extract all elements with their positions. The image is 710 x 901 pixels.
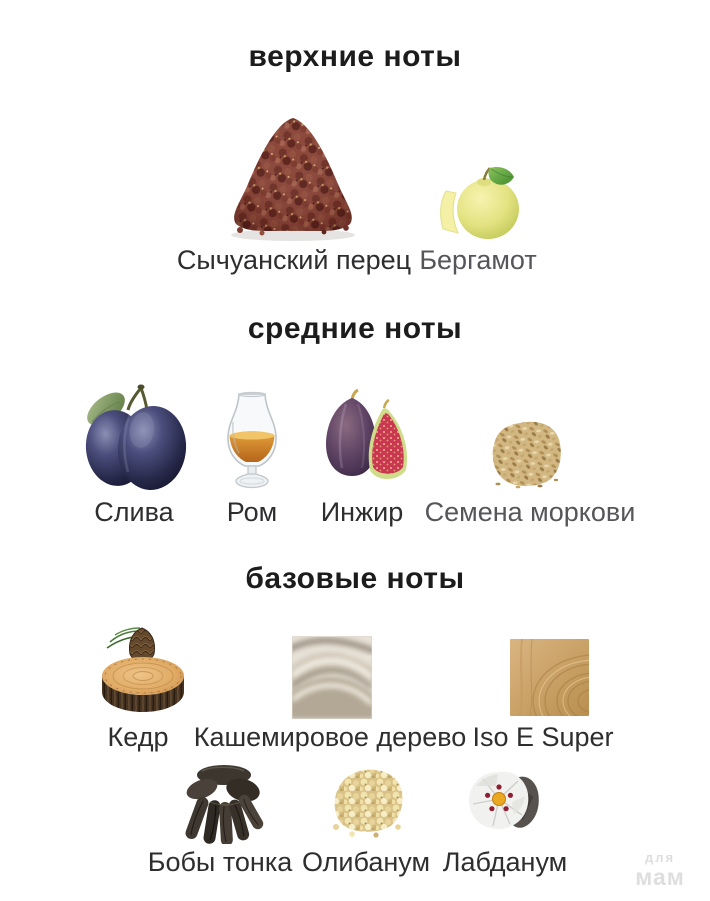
- cedar-photo: [96, 620, 191, 717]
- tonka-beans-photo: [180, 762, 266, 844]
- label-olibanum: Олибанум: [301, 847, 431, 877]
- section-title-middle-notes: средние ноты: [247, 312, 463, 345]
- rum-glass-photo: [222, 390, 284, 495]
- label-sichuan-pepper: Сычуанский перец: [176, 245, 412, 275]
- bergamot-photo: [436, 165, 524, 240]
- olibanum-photo: [328, 765, 407, 839]
- iso-e-super-photo: [510, 639, 589, 716]
- label-rum: Ром: [226, 497, 278, 527]
- label-carrot-seeds: Семена моркови: [424, 497, 636, 527]
- plum-photo: [78, 380, 193, 492]
- section-title-top-notes: верхние ноты: [248, 40, 462, 73]
- label-cedar: Кедр: [107, 722, 169, 752]
- watermark-line2: мам: [635, 864, 685, 890]
- carrot-seeds-photo: [488, 418, 564, 490]
- label-iso-e-super: Iso E Super: [472, 722, 614, 752]
- sichuan-pepper-photo: [220, 112, 366, 244]
- label-cashmere-wood: Кашемировое дерево: [193, 722, 467, 752]
- fig-photo: [312, 388, 414, 491]
- labdanum-photo: [462, 766, 541, 839]
- label-fig: Инжир: [320, 497, 404, 527]
- watermark: [615, 851, 705, 889]
- section-title-base-notes: базовые ноты: [245, 562, 465, 595]
- watermark-line1: для: [644, 850, 676, 865]
- label-tonka-beans: Бобы тонка: [147, 847, 293, 877]
- label-plum: Слива: [94, 497, 174, 527]
- label-labdanum: Лабданум: [442, 847, 568, 877]
- cashmere-wood-photo: [292, 636, 372, 719]
- label-bergamot: Бергамот: [419, 245, 537, 275]
